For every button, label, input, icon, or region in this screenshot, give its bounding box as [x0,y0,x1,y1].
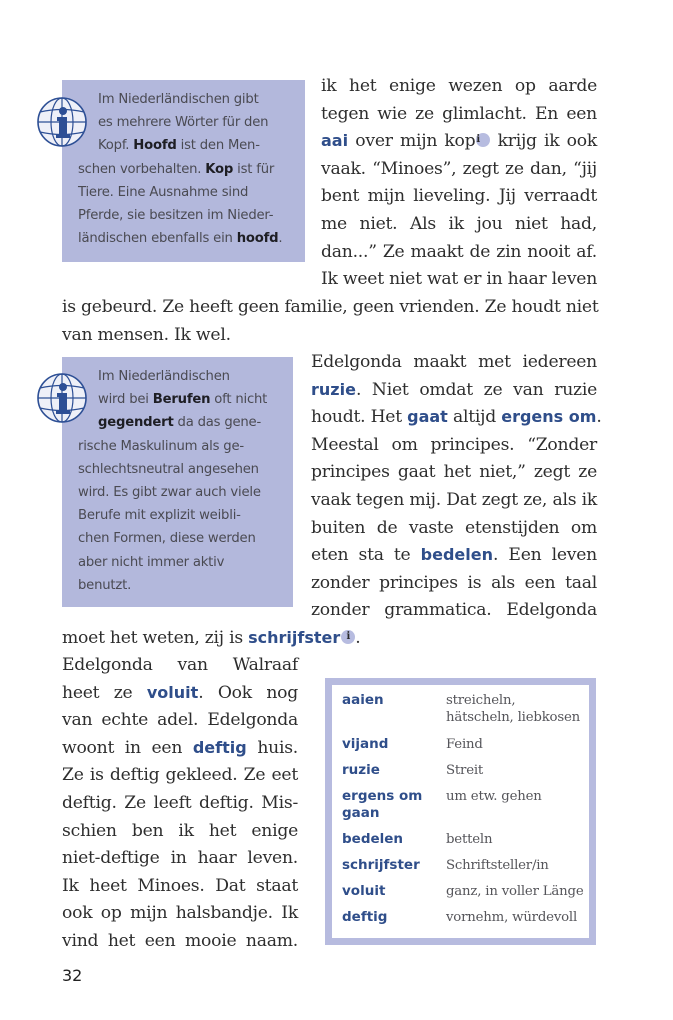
info-globe-icon [36,96,88,148]
note-line: benutzt. [78,577,132,593]
story-line: me niet. Als ik jou niet had, [321,214,597,234]
story-line: vind het een mooie naam. [62,931,298,951]
story-line: principes gaat het niet,” zegt ze [311,462,597,483]
story-line: ik het enige wezen op aarde [321,76,597,96]
note-line: wird. Es gibt zwar auch viele [78,485,261,500]
vocab-term: vijand [342,736,389,752]
vocab-definition: Schriftsteller/in [446,858,549,873]
vocab-keyword: voluit [146,682,199,702]
note-line: ländischen ebenfalls ein hoofd. [78,231,283,247]
note-line: Im Niederländischen gibt [98,92,259,107]
story-line: van mensen. Ik wel. [62,324,231,345]
story-line: deftig. Ze leeft deftig. Mis- [62,793,298,813]
story-line: tegen wie ze glimlacht. En een [321,103,597,124]
vocab-term: aaien [342,692,384,708]
story-line: Meestal om principes. “Zonder [311,434,597,455]
vocab-term: voluit [342,883,386,899]
bold-term: gegendert [98,415,174,431]
story-line: ook op mijn halsbandje. Ik [62,903,298,924]
story-line: heet ze voluit. Ook nog [62,682,298,703]
note-line: schen vorbehalten. Kop ist für [78,161,275,177]
info-circle-icon: i [341,630,355,644]
info-globe-icon [36,372,88,424]
info-note-box-1 [62,80,305,262]
note-line: Berufe mit explizit weibli- [78,508,241,524]
note-line: Kopf. Hoofd ist den Men- [98,138,260,154]
vocab-keyword: ruzie [311,379,356,399]
story-line: Edelgonda van Walraaf [62,655,298,675]
vocab-definition: Streit [446,763,484,778]
note-line: schlechtsneutral angesehen [78,461,259,477]
note-line: Im Niederländischen [98,369,230,384]
story-line: bent mijn lieveling. Jij verraadt [321,186,597,207]
vocab-definition: ganz, in voller Länge [446,884,584,899]
vocab-keyword: bedelen [420,545,494,565]
vocab-keyword: schrijfster [248,628,341,647]
story-line: vaak. “Minoes”, zegt ze dan, “jij [321,158,597,179]
vocab-term: ruzie [342,762,380,778]
note-line: es mehrere Wörter für den [98,115,269,131]
vocab-term: ergens om gaan [342,788,423,821]
vocab-definition: streicheln, hätscheln, liebkosen [446,693,581,725]
vocabulary-box [325,678,596,945]
vocab-definition: um etw. gehen [446,789,542,804]
story-line: vaak tegen mij. Dat zegt ze, als ik [311,490,597,510]
note-line: Tiere. Eine Ausnahme sind [78,184,249,200]
story-line: Ze is deftig gekleed. Ze eet [62,765,298,786]
story-line: aai over mijn kopi krijg ik ook [321,131,597,152]
story-line: eten sta te bedelen. Een leven [311,545,597,566]
note-line: aber nicht immer aktiv [78,554,225,570]
story-line: Ik heet Minoes. Dat staat [62,875,298,896]
vocab-term: bedelen [342,831,404,847]
vocab-definition: vornehm, würdevoll [446,910,578,925]
story-line: zonder principes is als een taal [311,572,597,593]
note-line: wird bei Berufen oft nicht [98,392,268,408]
story-line: Ik weet niet wat er in haar leven [321,269,598,290]
bold-term: hoofd [236,231,279,247]
vocab-keyword: deftig [192,737,247,757]
story-line: is gebeurd. Ze heeft geen familie, geen vrienden. Ze houdt niet [62,297,599,317]
bold-term: Hoofd [133,138,177,154]
story-line: houdt. Het gaat altijd ergens om. [311,407,602,428]
vocab-keyword: ergens om [501,407,597,427]
story-line: moet het weten, zij is schrijfster i . [62,628,361,648]
vocab-keyword: gaat [407,407,448,427]
vocab-term: schrijfster [342,857,420,873]
vocab-definition: Feind [446,737,483,752]
info-circle-icon: i [476,133,490,147]
page-number: 32 [62,966,83,985]
bold-term: Berufen [152,392,211,408]
story-line: dan...” Ze maakt de zin nooit af. [321,241,597,262]
vocab-keyword: aai [321,131,349,151]
story-line: schien ben ik het enige [62,820,298,841]
story-line: Edelgonda maakt met iedereen [311,352,597,372]
info-note-box-2 [62,357,293,607]
bold-term: Kop [205,161,234,177]
note-line: rische Maskulinum als ge- [78,438,244,454]
note-line: Pferde, sie besitzen im Nieder- [78,208,274,223]
story-line: ruzie. Niet omdat ze van ruzie [311,379,597,400]
note-line: chen Formen, diese werden [78,531,256,547]
story-line: van echte adel. Edelgonda [62,710,298,731]
vocab-definition: betteln [446,832,493,847]
story-line: niet-deftige in haar leven. [62,848,298,869]
note-line: gegendert da das gene- [98,415,262,431]
story-line: zonder grammatica. Edelgonda [311,600,597,621]
story-line: buiten de vaste etenstijden om [311,517,597,538]
story-line: woont in een deftig huis. [62,737,298,758]
vocab-term: deftig [342,909,388,925]
